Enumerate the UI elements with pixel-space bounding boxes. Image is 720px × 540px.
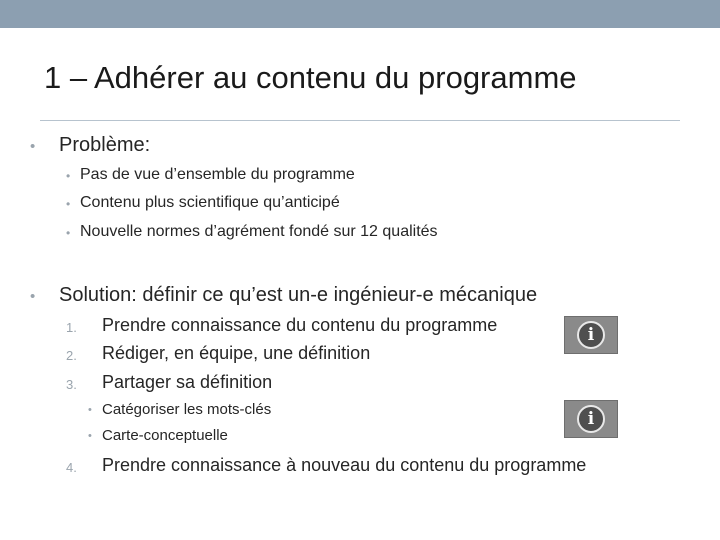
title-divider bbox=[40, 120, 680, 121]
bullet-dot: • bbox=[30, 288, 36, 305]
problem-item bbox=[66, 194, 340, 212]
step-number: 4. bbox=[66, 460, 77, 475]
step-number: 3. bbox=[66, 377, 77, 392]
bullet-dot: • bbox=[88, 404, 92, 416]
bullet-dot: • bbox=[88, 430, 92, 442]
sub-item bbox=[88, 401, 272, 418]
bullet-dot: • bbox=[66, 169, 71, 183]
info-glyph: i bbox=[587, 408, 595, 429]
step-text: Prendre connaissance du contenu du programme bbox=[102, 315, 498, 335]
solution-label: Solution: définir ce qu’est un-e ingénieur-e mécanique bbox=[59, 284, 538, 306]
sub-item bbox=[88, 427, 228, 444]
problem-item bbox=[66, 166, 355, 184]
bullet-dot: • bbox=[66, 226, 71, 240]
sub-item-text: Catégoriser les mots-clés bbox=[102, 401, 272, 418]
problem-item bbox=[66, 223, 438, 241]
problem-label: Problème: bbox=[59, 134, 151, 156]
info-icon bbox=[577, 405, 605, 433]
step-text: Partager sa définition bbox=[102, 372, 273, 392]
bullet-dot: • bbox=[66, 197, 71, 211]
info-button[interactable] bbox=[564, 400, 618, 438]
problem-item-text: Nouvelle normes d’agrément fondé sur 12 qualités bbox=[80, 223, 438, 240]
step-number: 2. bbox=[66, 348, 77, 363]
info-glyph: i bbox=[587, 324, 595, 345]
problem-item-text: Contenu plus scientifique qu’anticipé bbox=[80, 194, 340, 211]
step-number: 1. bbox=[66, 320, 77, 335]
top-accent-bar bbox=[0, 0, 720, 28]
step-text: Rédiger, en équipe, une définition bbox=[102, 343, 371, 363]
slide-title: 1 – Adhérer au contenu du programme bbox=[44, 60, 577, 95]
info-button[interactable] bbox=[564, 316, 618, 354]
problem-heading bbox=[30, 134, 151, 157]
problem-item-text: Pas de vue d’ensemble du programme bbox=[80, 166, 355, 183]
bullet-dot: • bbox=[30, 138, 36, 155]
step-text: Prendre connaissance à nouveau du contenu du programme bbox=[102, 455, 587, 475]
info-icon bbox=[577, 321, 605, 349]
sub-item-text: Carte-conceptuelle bbox=[102, 427, 228, 444]
solution-heading bbox=[30, 284, 538, 307]
